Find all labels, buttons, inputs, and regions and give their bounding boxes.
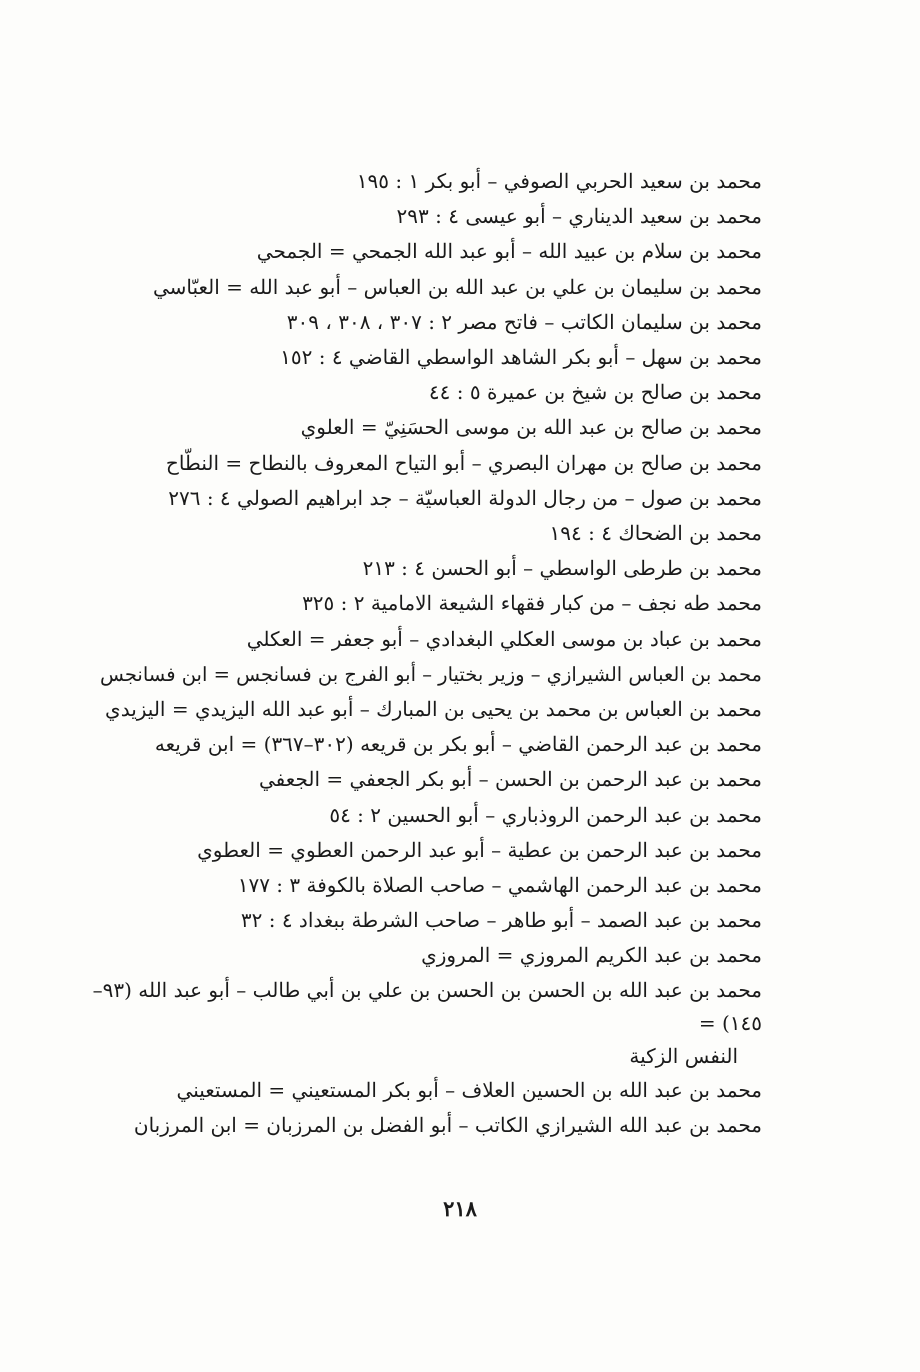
- index-entry: محمد بن طرطى الواسطي – أبو الحسن ٤ : ٢١٣: [362, 556, 762, 581]
- page-number: ٢١٨: [443, 1196, 477, 1221]
- index-entry: محمد بن عبد الرحمن بن الحسن – أبو بكر الجعفي = الجعفي: [259, 767, 762, 792]
- index-entry: محمد بن صالح بن مهران البصري – أبو التياح المعروف بالنطاح = النطّاح: [165, 450, 762, 475]
- index-entry-wrapped: [80, 974, 762, 1073]
- index-entry: محمد بن صالح بن عبد الله بن موسى الحسَنِيّ = العلوي: [300, 415, 762, 440]
- index-entry-line: محمد بن عبد الله بن الحسن بن الحسن بن علي بن أبي طالب – أبو عبد الله (٩٣–١٤٥) =: [92, 977, 762, 1035]
- index-entry: محمد بن عبد الصمد – أبو طاهر – صاحب الشرطة ببغداد ٤ : ٣٢: [240, 908, 762, 933]
- index-entry: محمد بن عبد الكريم المروزي = المروزي: [421, 943, 762, 968]
- index-entry: محمد بن عباد بن موسى العكلي البغدادي – أبو جعفر = العكلي: [246, 626, 762, 651]
- index-entry: محمد بن عبد الله بن الحسين العلاف – أبو بكر المستعيني = المستعيني: [176, 1077, 762, 1102]
- index-entry: محمد بن الضحاك ٤ : ١٩٤: [549, 521, 762, 546]
- index-entry: محمد بن سليمان الكاتب – فاتح مصر ٢ : ٣٠٧ ، ٣٠٨ ، ٣٠٩: [286, 309, 762, 334]
- index-entry: محمد بن سلام بن عبيد الله – أبو عبد الله الجمحي = الجمحي: [256, 239, 762, 264]
- index-entry: محمد بن عبد الرحمن الهاشمي – صاحب الصلاة بالكوفة ٣ : ١٧٧: [237, 873, 762, 898]
- index-entry: محمد بن عبد الرحمن بن عطية – أبو عبد الرحمن العطوي = العطوي: [197, 837, 762, 862]
- index-entry: محمد بن صول – من رجال الدولة العباسيّة – جد ابراهيم الصولي ٤ : ٢٧٦: [168, 485, 762, 510]
- index-entry: محمد بن العباس الشيرازي – وزير بختيار – أبو الفرج بن فسانجس = ابن فسانجس: [99, 662, 762, 686]
- index-entry: محمد بن عبد الله الشيرازي الكاتب – أبو الفضل بن المرزبان = ابن المرزبان: [133, 1112, 762, 1137]
- index-entry: محمد بن عبد الرحمن الروذباري – أبو الحسين ٢ : ٥٤: [329, 802, 762, 827]
- index-entry-list: [90, 164, 762, 1143]
- index-entry: محمد بن العباس بن محمد بن يحيى بن المبارك – أبو عبد الله اليزيدي = اليزيدي: [105, 697, 762, 722]
- index-entry: محمد بن سعيد الديناري – أبو عيسى ٤ : ٢٩٣: [396, 204, 762, 229]
- index-entry: محمد بن سعيد الحربي الصوفي – أبو بكر ١ : ١٩٥: [356, 169, 762, 193]
- index-entry: محمد بن صالح بن شيخ بن عميرة ٥ : ٤٤: [428, 380, 762, 405]
- index-entry: محمد طه نجف – من كبار فقهاء الشيعة الامامية ٢ : ٣٢٥: [302, 591, 762, 616]
- index-entry-continuation: النفس الزكية: [629, 1043, 738, 1068]
- index-entry: محمد بن عبد الرحمن القاضي – أبو بكر بن قريعه (٣٠٢–٣٦٧) = ابن قريعه: [154, 732, 762, 757]
- index-entry: محمد بن سليمان بن علي بن عبد الله بن العباس – أبو عبد الله = العبّاسي: [152, 274, 762, 299]
- index-entry: محمد بن سهل – أبو بكر الشاهد الواسطي القاضي ٤ : ١٥٢: [280, 345, 762, 370]
